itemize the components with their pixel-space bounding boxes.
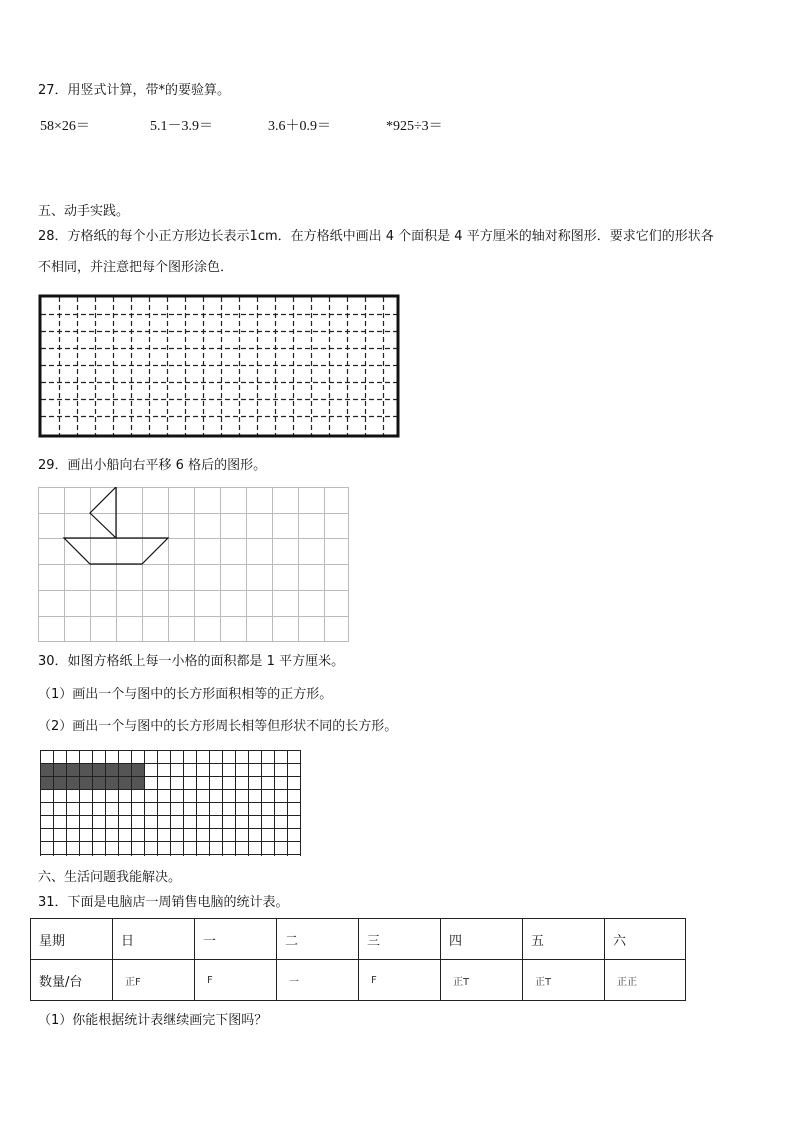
q28-line1: 28．方格纸的每个小正方形边长表示1cm．在方格纸中画出 4 个面积是 4 平方厘米的轴对称图形．要求它们的形状各 [38,229,714,244]
table-header-cell: 星期 [31,919,113,960]
table-row [31,960,686,1001]
section6-title: 六、生活问题我能解决。 [38,870,182,885]
table-header-cell: 六 [605,919,686,960]
q31-title: 31．下面是电脑店一周销售电脑的统计表。 [38,895,289,910]
tally-cell: F [195,960,277,1001]
q27-title: 27．用竖式计算，带*的要验算。 [38,83,231,98]
boat-sail [90,487,116,538]
table-header-cell: 二 [277,919,359,960]
expression-1: 58×26＝ [40,119,90,134]
expression-4: *925÷3＝ [386,119,443,134]
q30-sub2: （2）画出一个与图中的长方形周长相等但形状不同的长方形。 [38,719,398,734]
table-header-cell: 三 [359,919,441,960]
q29-boat-grid [38,487,350,643]
table-header-cell: 日 [113,919,195,960]
q30-title: 30．如图方格纸上每一小格的面积都是 1 平方厘米。 [38,654,345,669]
q30-grid-paper [40,746,304,858]
tally-cell: 一 [277,960,359,1001]
sales-table [30,918,686,1001]
row-label-cell: 数量/台 [31,960,113,1001]
q28-line2: 不相同，并注意把每个图形涂色． [38,260,234,275]
expression-3: 3.6＋0.9＝ [268,119,331,134]
table-header-cell: 五 [523,919,605,960]
tally-cell: 正F [113,960,195,1001]
expression-2: 5.1－3.9＝ [150,119,213,134]
tally-cell: 正T [441,960,523,1001]
q28-grid-paper [38,294,400,438]
tally-cell: 正T [523,960,605,1001]
q31-sub1: （1）你能根据统计表继续画完下图吗？ [38,1013,268,1028]
table-header-cell: 四 [441,919,523,960]
section5-title: 五、动手实践。 [38,204,130,219]
q30-sub1: （1）画出一个与图中的长方形面积相等的正方形。 [38,687,333,702]
table-header-cell: 一 [195,919,277,960]
table-row [31,919,686,960]
q29-title: 29．画出小船向右平移 6 格后的图形。 [38,458,267,473]
tally-cell: 正正 [605,960,686,1001]
tally-cell: F [359,960,441,1001]
